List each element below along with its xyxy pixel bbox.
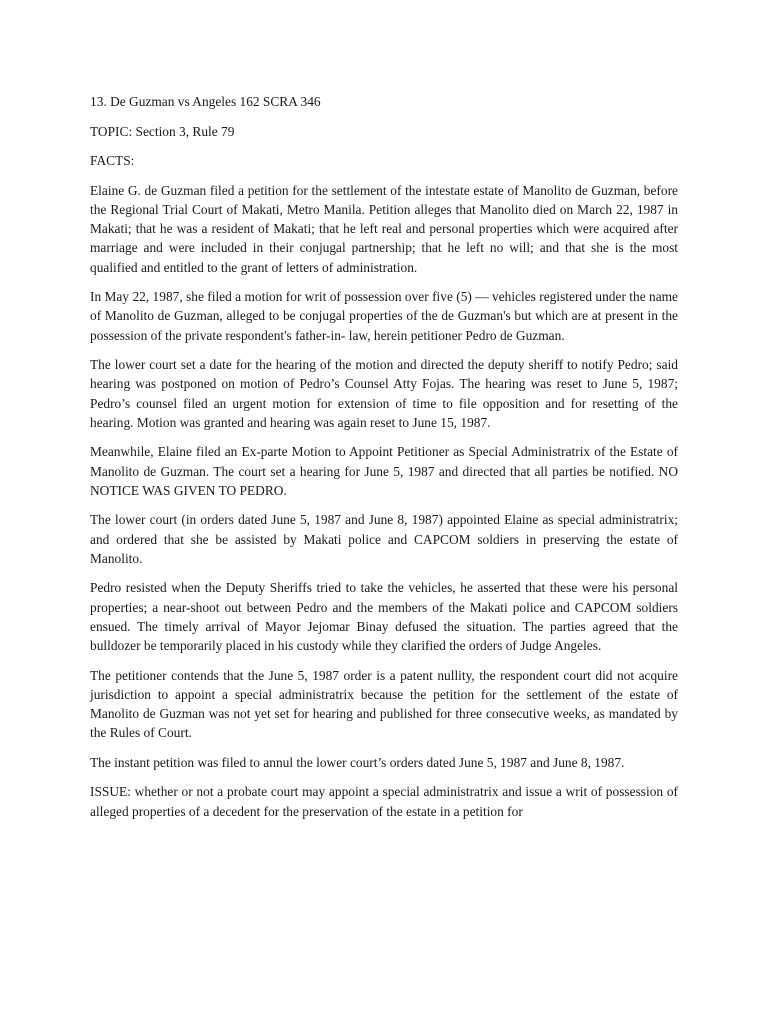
paragraph-writ-motion: In May 22, 1987, she filed a motion for writ of possession over five (5) — vehicles registered under the name of Manolito de Guzman, alleged to be conjugal properties of the de Guzman's but which are at present in the possession of the private respondent's father-in- law, herein petitioner Pedro de Guzman. [90,289,678,343]
facts-heading: FACTS: [90,153,135,169]
paragraph-instant-petition: The instant petition was filed to annul the lower court’s orders dated June 5, 1987 and June 8, 1987. [90,754,625,770]
paragraph-hearing: The lower court set a date for the hearing of the motion and directed the deputy sheriff to notify Pedro; said hearing was postponed on motion of Pedro’s Counsel Atty Fojas. The hearing was reset to June 5, 1987; Pedro’s counsel filed an urgent motion for extension of time to file opposition and for resetting of the hearing. Motion was granted and hearing was again reset to June 15, 1987. [90,357,678,430]
case-title: 13. De Guzman vs Angeles 162 SCRA 346 [90,94,321,109]
paragraph-issue: ISSUE: whether or not a probate court may appoint a special administratrix and issue a writ of possession of alleged properties of a decedent for the preservation of the estate in a petition for [90,784,678,819]
topic-line: TOPIC: Section 3, Rule 79 [90,123,235,139]
paragraph-ex-parte: Meanwhile, Elaine filed an Ex-parte Motion to Appoint Petitioner as Special Administratrix of the Estate of Manolito de Guzman. The court set a hearing for June 5, 1987 and directed that all parties be notified. NO NOTICE WAS GIVEN TO PEDRO. [90,444,678,498]
document-page [90,92,678,831]
paragraph-petition: Elaine G. de Guzman filed a petition for the settlement of the intestate estate of Manolito de Guzman, before the Regional Trial Court of Makati, Metro Manila. Petition alleges that Manolito died on March 22, 1987 in Makati; that he was a resident of Makati; that he left real and personal properties which were acquired after marriage and were included in their conjugal partnership; that he left no will; and that she is the most qualified and entitled to the grant of letters of administration. [90,182,678,275]
paragraph-appointment: The lower court (in orders dated June 5, 1987 and June 8, 1987) appointed Elaine as special administratrix; and ordered that she be assisted by Makati police and CAPCOM soldiers in preserving the estate of Manolito. [90,512,678,566]
paragraph-resistance: Pedro resisted when the Deputy Sheriffs tried to take the vehicles, he asserted that these were his personal properties; a near-shoot out between Pedro and the members of the Makati police and CAPCOM soldiers ensued. The timely arrival of Mayor Jejomar Binay defused the situation. The parties agreed that the bulldozer be temporarily placed in his custody while they clarified the orders of Judge Angeles. [90,580,678,653]
paragraph-contention: The petitioner contends that the June 5, 1987 order is a patent nullity, the respondent court did not acquire jurisdiction to appoint a special administratrix because the petition for the settlement of the estate of Manolito de Guzman was not yet set for hearing and published for three consecutive weeks, as mandated by the Rules of Court. [90,667,678,741]
